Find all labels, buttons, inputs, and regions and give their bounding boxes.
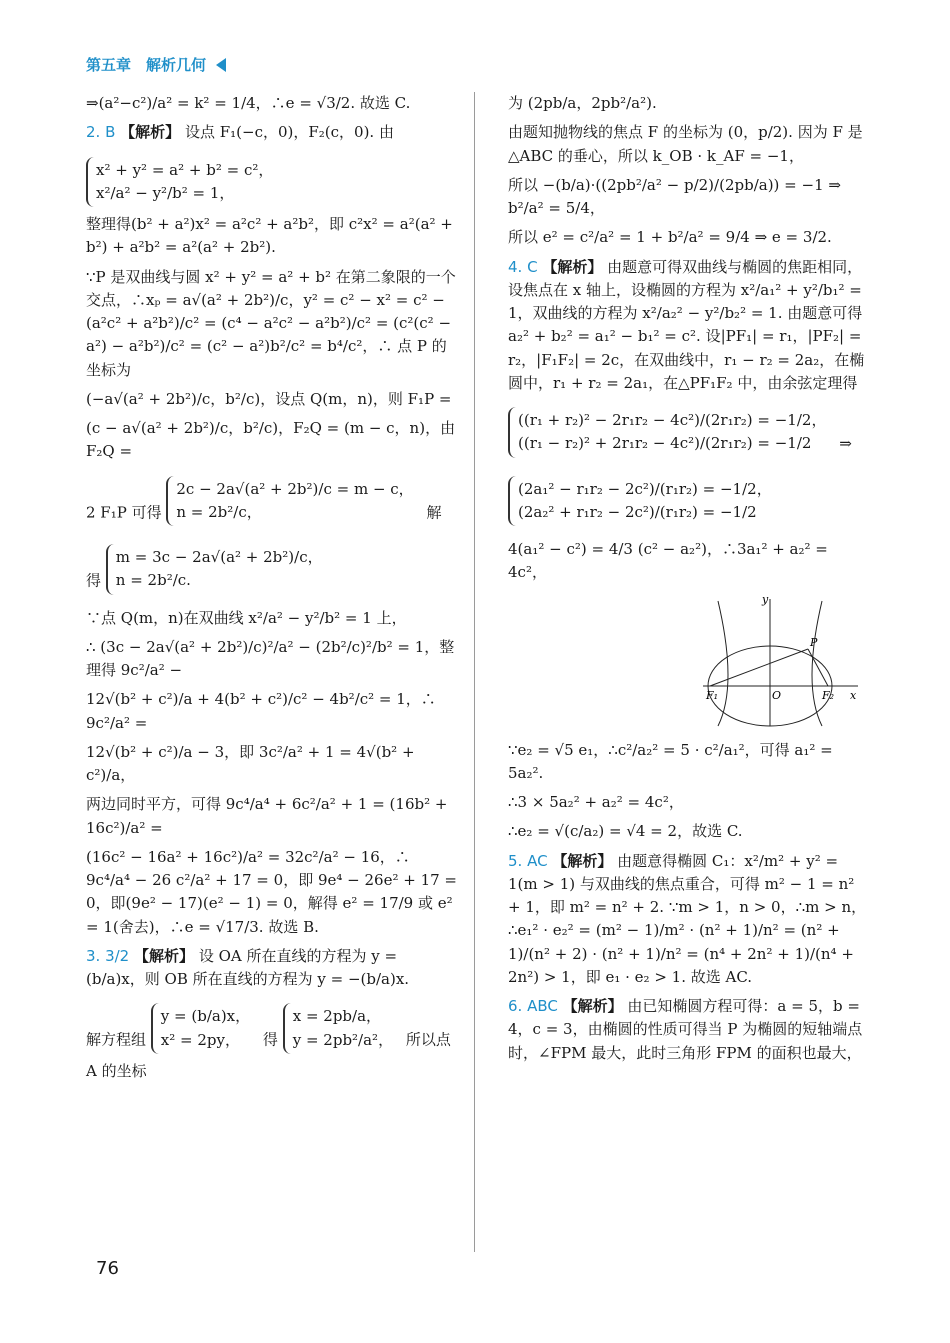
segment-pf1 — [710, 649, 808, 686]
q2-sys3a: m = 3c − 2a√(a² + 2b²)/c， — [115, 548, 323, 566]
q2-t5: (c − a√(a² + 2b²)/c，b²/c)，F₂Q = (m − c，n)，由 F₂Q = — [86, 419, 456, 461]
q3-block — [86, 945, 458, 992]
q4-t1: 由题意可得双曲线与椭圆的焦距相同，设焦点在 x 轴上，设椭圆的方程为 x²/a₁² + y²/b₁² = 1，双曲线的方程为 x²/a₂² − y²/b₂² = 1. 由题意可得 a₂² + b₂² = a₁² − b₁² = c². 设|PF₁| = r₁，|PF₂| = r₂，|F₁F₂| = 2c，在双曲线中，r₁ − r₂ = 2a₂，在椭圆中，r₁ + r₂ = 2a₁，在△PF₁F₂ 中，由余弦定理得 — [508, 257, 865, 392]
q6-tag: 【解析】 — [562, 997, 623, 1015]
fig-label-f2: F₂ — [822, 688, 835, 702]
q3-tag: 【解析】 — [134, 946, 195, 965]
q2-t13: (16c² − 16a² + 16c²)/a² = 32c²/a² − 16，∴ 9c⁴/a⁴ − 26 c²/a² + 17 = 0，即 9e⁴ − 26e² + 17 = 0，即(9e² − 17)(e² − 1) = 0，解得 e² = 17/9 或 e² = 1(舍去)，∴e = √17/3. 故选 B. — [86, 847, 458, 936]
q4-sys-row1 — [508, 401, 868, 464]
fig-label-y: y — [762, 592, 769, 606]
q3-t2: 解方程组 — [86, 1030, 147, 1049]
q6-number: 6. ABC — [508, 997, 558, 1015]
q2-t6a: 2 F₁P 可得 — [86, 502, 162, 521]
q3-sys1a: y = (b/a)x， — [160, 1007, 251, 1026]
q2-sys3b: n = 2b²/c. — [115, 571, 191, 590]
q2-sys1a: x² + y² = a² + b² = c²， — [96, 160, 274, 179]
q3-sys2b: y = 2pb²/a²， — [292, 1030, 394, 1049]
q2-t12: 两边同时平方，可得 9c⁴/a⁴ + 6c²/a² + 1 = (16b² + 16c²)/a² = — [86, 795, 448, 837]
q4-sys2a: (2a₁² − r₁r₂ − 2c²)/(r₁r₂) = −1/2， — [518, 479, 772, 498]
q2-t4: (−a√(a² + 2b²)/c，b²/c)，设点 Q(m，n)，则 F₁P = — [86, 389, 452, 408]
hyperbola-right-branch — [812, 601, 822, 726]
hyperbola-left-branch — [718, 601, 728, 726]
q2-t2: 整理得(b² + a²)x² = a²c² + a²b²，即 c²x² = a²(a² + b²) + a²b² = a²(a² + 2b²). — [86, 215, 453, 257]
q2-block — [86, 121, 458, 144]
q3-number: 3. 3/2 — [86, 946, 130, 965]
q3-t4: 所以点 A 的坐标 — [86, 1030, 451, 1080]
q5-tag: 【解析】 — [552, 851, 613, 870]
fig-label-p: P — [810, 635, 818, 649]
q5-t1: 由题意得椭圆 C₁：x²/m² + y² = 1(m > 1) 与双曲线的焦点重合，可得 m² − 1 = n² + 1，即 m² = n² + 2. ∵m > 1，n > 0，∴m > n，∴e₁² · e₂² = (m² − 1)/m² · (n² + 1)/n² = (n² + 1)/(n² + 2) · (n² + 1)/n² = (n⁴ + 2n² + 1)/(n⁴ + 2n²) > 1，即 e₁ · e₂ > 1. 故选 AC. — [508, 851, 867, 986]
page-number: 76 — [96, 1258, 119, 1279]
q4-t5: ∴e₂ = √(c/a₂) = √4 = 2，故选 C. — [508, 822, 743, 841]
q3-sys1b: x² = 2py， — [160, 1030, 240, 1049]
left-line0: ⇒(a²−c²)/a² = k² = 1/4，∴e = √3/2. 故选 C. — [86, 94, 411, 112]
q6-t1: 由已知椭圆方程可得：a = 5，b = 4，c = 3，由椭圆的性质可得当 P 为椭圆的短轴端点时，∠FPM 最大，此时三角形 FPM 的面积也最大， — [508, 997, 863, 1062]
q2-sys2b: n = 2b²/c， — [176, 502, 262, 521]
q4-sys1a: ((r₁ + r₂)² − 2r₁r₂ − 4c²)/(2r₁r₂) = −1/2， — [518, 411, 827, 429]
q2-t6b: 解 — [426, 502, 442, 521]
q3-row — [86, 997, 458, 1083]
q3-sys2a: x = 2pb/a， — [292, 1007, 382, 1026]
q3-t1: 设 OA 所在直线的方程为 y = (b/a)x，则 OB 所在直线的方程为 y = −(b/a)x. — [86, 946, 410, 988]
right-line2: 所以 −(b/a)·((2pb²/a² − p/2)/(2pb/a)) = −1 ⇒ b²/a² = 5/4， — [508, 175, 841, 217]
q2-t10: 12√(b² + c²)/a + 4(b² + c²)/c² − 4b²/c² = 1，∴ 9c²/a² = — [86, 690, 436, 732]
q2-number: 2. B — [86, 123, 116, 142]
q2-t9: ∴ (3c − 2a√(a² + 2b²)/c)²/a² − (2b²/c)²/b² = 1，整理得 9c²/a² − — [86, 637, 455, 679]
q4-block — [508, 256, 868, 396]
right-line3: 所以 e² = c²/a² = 1 + b²/a² = 9/4 ⇒ e = 3/2. — [508, 228, 832, 247]
column-divider — [474, 92, 475, 1252]
q2-t7: 得 — [86, 571, 102, 590]
q4-sys1b: ((r₁ − r₂)² + 2r₁r₂ − 4c²)/(2r₁r₂) = −1/2 — [518, 434, 812, 453]
q4-sys2b: (2a₂² + r₁r₂ − 2c²)/(r₁r₂) = −1/2 — [518, 502, 757, 521]
q4-arrow: ⇒ — [839, 434, 852, 453]
q2-system1 — [86, 157, 281, 208]
q2-t6-row — [86, 470, 458, 533]
q2-t11: 12√(b² + c²)/a − 3，即 3c²/a² + 1 = 4√(b² + c²)/a， — [86, 742, 415, 784]
q2-t8: ∵点 Q(m，n)在双曲线 x²/a² − y²/b² = 1 上， — [86, 608, 407, 627]
q5-block — [508, 850, 868, 990]
fig-label-f1: F₁ — [706, 688, 719, 702]
q3-system1 — [151, 1003, 258, 1054]
ellipse-hyperbola-figure — [698, 591, 863, 731]
q2-tag: 【解析】 — [120, 123, 181, 142]
q3-t3: 得 — [262, 1030, 278, 1049]
q3-system2 — [283, 1003, 401, 1054]
fig-label-o: O — [772, 688, 782, 702]
q4-t4: ∴3 × 5a₂² + a₂² = 4c²， — [508, 793, 684, 811]
triangle-marker-icon — [216, 58, 226, 72]
q6-block — [508, 995, 868, 1065]
left-column — [86, 92, 458, 1089]
q2-t3: ∵P 是双曲线与圆 x² + y² = a² + b² 在第二象限的一个交点，∴xₚ = a√(a² + 2b²)/c，y² = c² − x² = c² − (a²c² + a²b²)/c² = (c⁴ − a²c² − a²b²)/c² = (c²(c² − a²) − a²b²)/c² = (c² − a²)b²/c² = b⁴/c²，∴ 点 P 的坐标为 — [86, 267, 456, 379]
q4-t2: 4(a₁² − c²) = 4/3 (c² − a₂²)，∴3a₁² + a₂² = 4c²， — [508, 540, 828, 582]
q4-system2 — [508, 476, 780, 527]
fig-label-x: x — [850, 688, 857, 702]
q4-tag: 【解析】 — [542, 257, 603, 276]
q2-t1: 设点 F₁(−c，0)，F₂(c，0). 由 — [184, 123, 394, 142]
q4-sys-row2 — [508, 470, 868, 533]
q2-system3 — [106, 544, 331, 595]
q4-t3: ∵e₂ = √5 e₁，∴c²/a₂² = 5 · c²/a₁²，可得 a₁² = 5a₂². — [508, 740, 833, 782]
q2-system2 — [166, 476, 421, 527]
q4-number: 4. C — [508, 257, 538, 276]
q2-sys1b: x²/a² − y²/b² = 1， — [96, 183, 235, 202]
right-line1: 由题知抛物线的焦点 F 的坐标为 (0，p/2). 因为 F 是△ABC 的垂心，所以 k_OB · k_AF = −1， — [508, 123, 863, 165]
chapter-title: 第五章 解析几何 — [86, 56, 207, 74]
right-column — [508, 92, 868, 1071]
q4-system1 — [508, 407, 834, 458]
q5-number: 5. AC — [508, 851, 548, 870]
chapter-header — [86, 54, 226, 75]
q2-sys2a: 2c − 2a√(a² + 2b²)/c = m − c， — [176, 479, 414, 498]
q2-t7-row — [86, 538, 458, 601]
right-line0: 为 (2pb/a，2pb²/a²). — [508, 94, 657, 112]
